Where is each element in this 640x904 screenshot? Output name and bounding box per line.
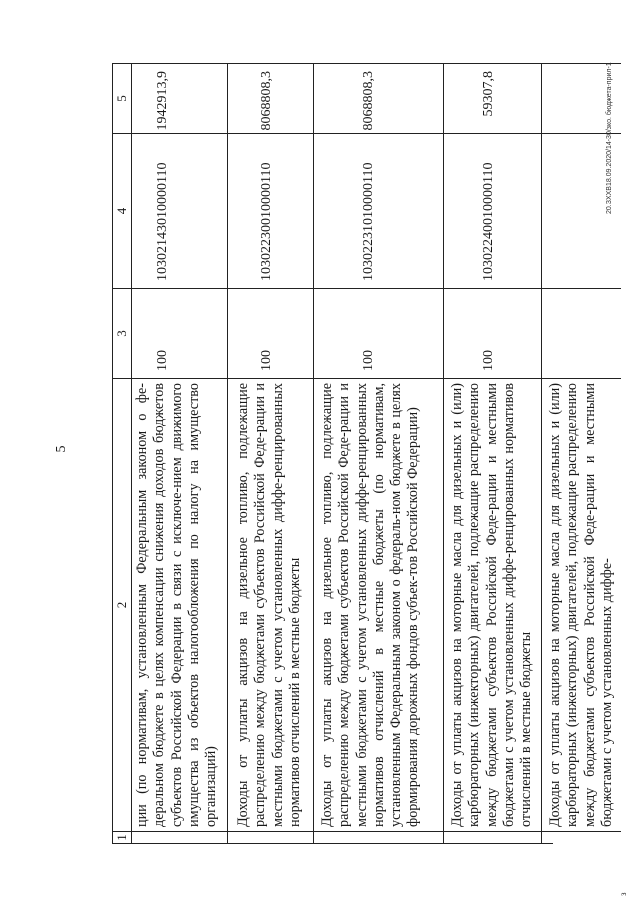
row-amount: 1942913,9 xyxy=(131,63,227,133)
row-index-cell xyxy=(313,831,443,843)
row-description: ции (по нормативам, установленным Федеральным законом о фе-деральном бюджете в целях компенсации снижения доходов бюджетов субъектов Российской Федерации в связи с исключе-нием движимого имущества из объектов налогообложения по налогу на имущество организаций) xyxy=(131,378,227,831)
row-budget-code: 10302230010000110 xyxy=(227,133,313,288)
row-description: Доходы от уплаты акцизов на моторные масла для дизельных и (или) карбюраторных (инжекторных) двигателей, подлежащие распределению между бюджетами субъектов Российской Феде-рации и местными бюджетами с учетом установленных диффе- xyxy=(541,378,621,831)
corner-mark: з xyxy=(618,892,628,896)
header-col-2: 2 xyxy=(113,378,131,831)
document-footer: 20.ЗXXВ18.09.2020/14-30/зко. бюджета-прил-1 xyxy=(606,62,613,214)
row-admin-code: 100 xyxy=(443,288,541,378)
row-amount: 8068808,3 xyxy=(313,63,443,133)
row-budget-code: 10302240010000110 xyxy=(443,133,541,288)
table-row xyxy=(443,63,542,843)
header-col-5: 5 xyxy=(113,63,131,133)
row-index-cell xyxy=(541,831,621,843)
row-admin-code: 100 xyxy=(313,288,443,378)
header-col-1: 1 xyxy=(113,831,131,843)
row-amount: 59307,8 xyxy=(443,63,541,133)
row-amount: 8068808,3 xyxy=(227,63,313,133)
row-description: Доходы от уплаты акцизов на дизельное топливо, подлежащие распределению между бюджетами субъектов Российской Феде-рации и местными бюджетами с учетом установленных диффе-ренцированных нормативов отчислений в местные бюджеты xyxy=(227,378,313,831)
table-header-row xyxy=(113,63,132,843)
row-description: Доходы от уплаты акцизов на дизельное топливо, подлежащие распределению между бюджетами субъектов Российской Феде-рации и местными бюджетами с учетом установленных диффе-ренцированных нормативов отчислений в местные бюджеты (по нормативам, установленным Федеральным законом о федераль-ном бюджете в целях формирования дорожных фондов субъек-тов Российской Федерации) xyxy=(313,378,443,831)
row-admin-code: 100 xyxy=(227,288,313,378)
row-admin-code xyxy=(541,288,621,378)
row-budget-code: 10302143010000110 xyxy=(131,133,227,288)
row-admin-code: 100 xyxy=(131,288,227,378)
table-row xyxy=(313,63,444,843)
header-col-3: 3 xyxy=(113,288,131,378)
row-index-cell xyxy=(227,831,313,843)
row-description: Доходы от уплаты акцизов на моторные масла для дизельных и (или) карбюраторных (инжекторных) двигателей, подлежащие распределению между бюджетами субъектов Российской Феде-рации и местными бюджетами с учетом установленных диффе-ренцированных нормативов отчислений в местные бюджеты xyxy=(443,378,541,831)
row-index-cell xyxy=(131,831,227,843)
table-row xyxy=(227,63,314,843)
header-col-4: 4 xyxy=(113,133,131,288)
page-number: 5 xyxy=(54,445,69,453)
table-row xyxy=(131,63,228,843)
row-index-cell xyxy=(443,831,541,843)
row-budget-code: 10302231010000110 xyxy=(313,133,443,288)
